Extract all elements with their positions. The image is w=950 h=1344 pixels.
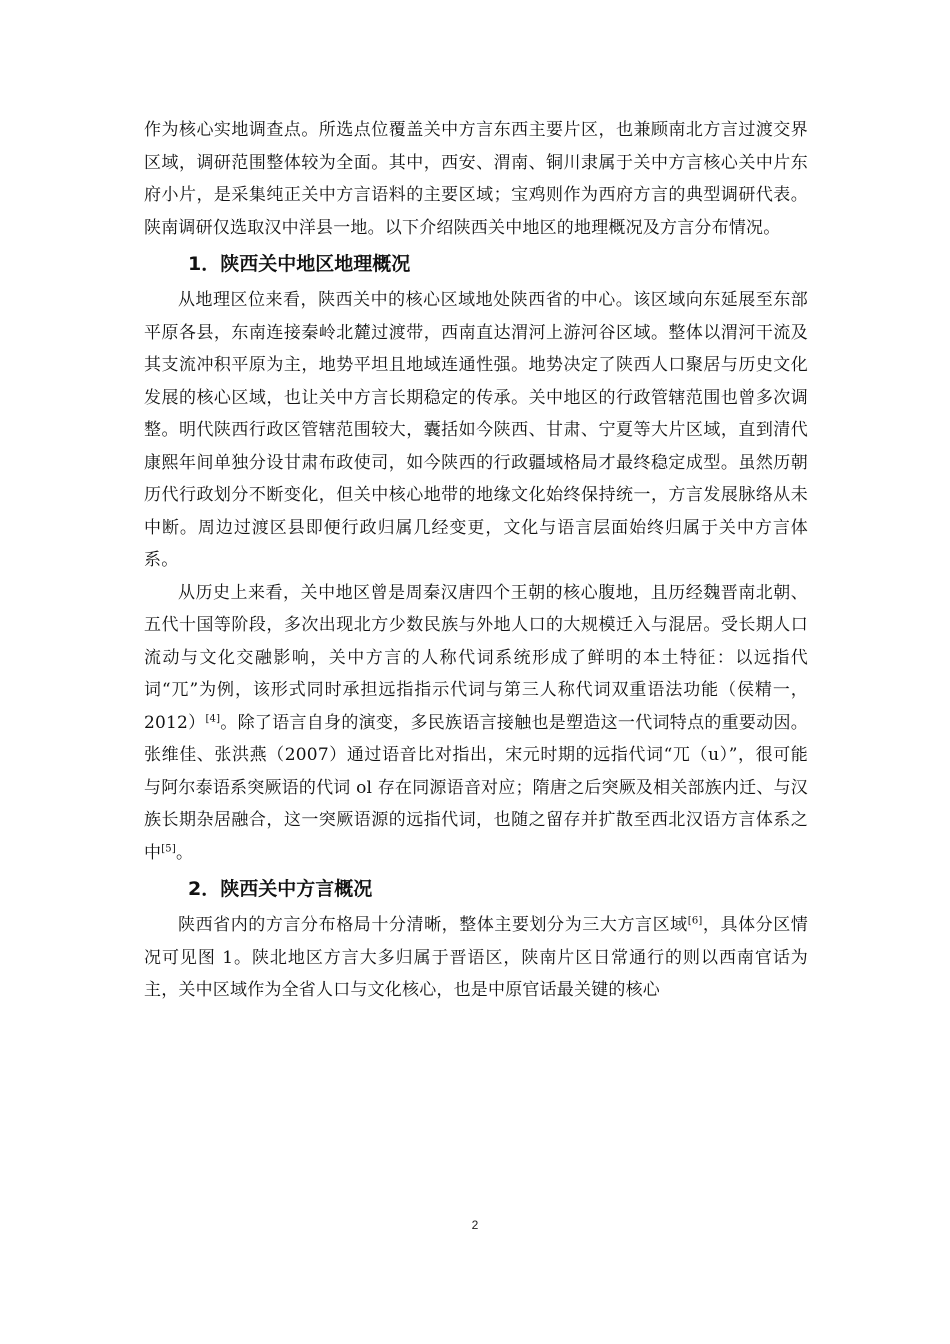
body-paragraph-dialect <box>144 909 808 1007</box>
page-body <box>144 114 808 1007</box>
citation-ref-5: [5] <box>161 842 176 854</box>
section-heading-geography: 1．陕西关中地区地理概况 <box>188 253 411 275</box>
body-paragraph-intro: 作为核心实地调查点。所选点位覆盖关中方言东西主要片区，也兼顾南北方言过渡交界区域，调研范围整体较为全面。其中，西安、渭南、铜川隶属于关中方言核心关中片东府小片，是采集纯正关中方言语料的主要区域；宝鸡则作为西府方言的典型调研代表。陕南调研仅选取汉中洋县一地。以下介绍陕西关中地区的地理概况及方言分布情况。 <box>144 120 808 238</box>
history-text-part1: 从历史上来看，关中地区曾是周秦汉唐四个王朝的核心腹地，且历经魏晋南北朝、五代十国等阶段，多次出现北方少数民族与外地人口的大规模迁入与混居。受长期人口流动与文化交融影响，关中方言的人称代词系统形成了鲜明的本土特征：以远指代词“兀”为例，该形式同时承担远指指示代词与第三人称代词双重语法功能（侯精一，2012） <box>144 582 808 733</box>
dialect-text-part1: 陕西省内的方言分布格局十分清晰，整体主要划分为三大方言区域 <box>178 915 688 935</box>
citation-ref-6: [6] <box>687 915 703 927</box>
history-text-part2: 。除了语言自身的演变，多民族语言接触也是塑造这一代词特点的重要动因。张维佳、张洪燕（2007）通过语音比对指出，宋元时期的远指代词“兀（u）”，很可能与阿尔泰语系突厥语的代词 ol 存在同源语音对应；隋唐之后突厥及相关部族内迁、与汉族长期杂居融合，这一突厥语源的远指代词，也随之留存并扩散至西北汉语方言体系之中 <box>144 712 808 863</box>
dialect-text-part2: ，具体分区情况可见图 1。陕北地区方言大多归属于晋语区，陕南片区日常通行的则以西南官话为主，关中区域作为全省人口与文化核心，也是中原官话最关键的核心 <box>144 915 808 1000</box>
body-paragraph-geography: 从地理区位来看，陕西关中的核心区域地处陕西省的中心。该区域向东延展至东部平原各县，东南连接秦岭北麓过渡带，西南直达渭河上游河谷区域。整体以渭河干流及其支流冲积平原为主，地势平坦且地域连通性强。地势决定了陕西人口聚居与历史文化发展的核心区域，也让关中方言长期稳定的传承。关中地区的行政管辖范围也曾多次调整。明代陕西行政区管辖范围较大，囊括如今陕西、甘肃、宁夏等大片区域，直到清代康熙年间单独分设甘肃布政使司，如今陕西的行政疆域格局才最终稳定成型。虽然历朝历代行政划分不断变化，但关中核心地带的地缘文化始终保持统一，方言发展脉络从未中断。周边过渡区县即便行政归属几经变更，文化与语言层面始终归属于关中方言体系。 <box>144 290 808 570</box>
section-heading-dialect: 2．陕西关中方言概况 <box>188 878 373 900</box>
body-paragraph-history <box>144 577 808 870</box>
history-text-part3: 。 <box>175 842 194 863</box>
citation-ref-4: [4] <box>205 712 221 724</box>
page-number: 2 <box>471 1218 479 1232</box>
